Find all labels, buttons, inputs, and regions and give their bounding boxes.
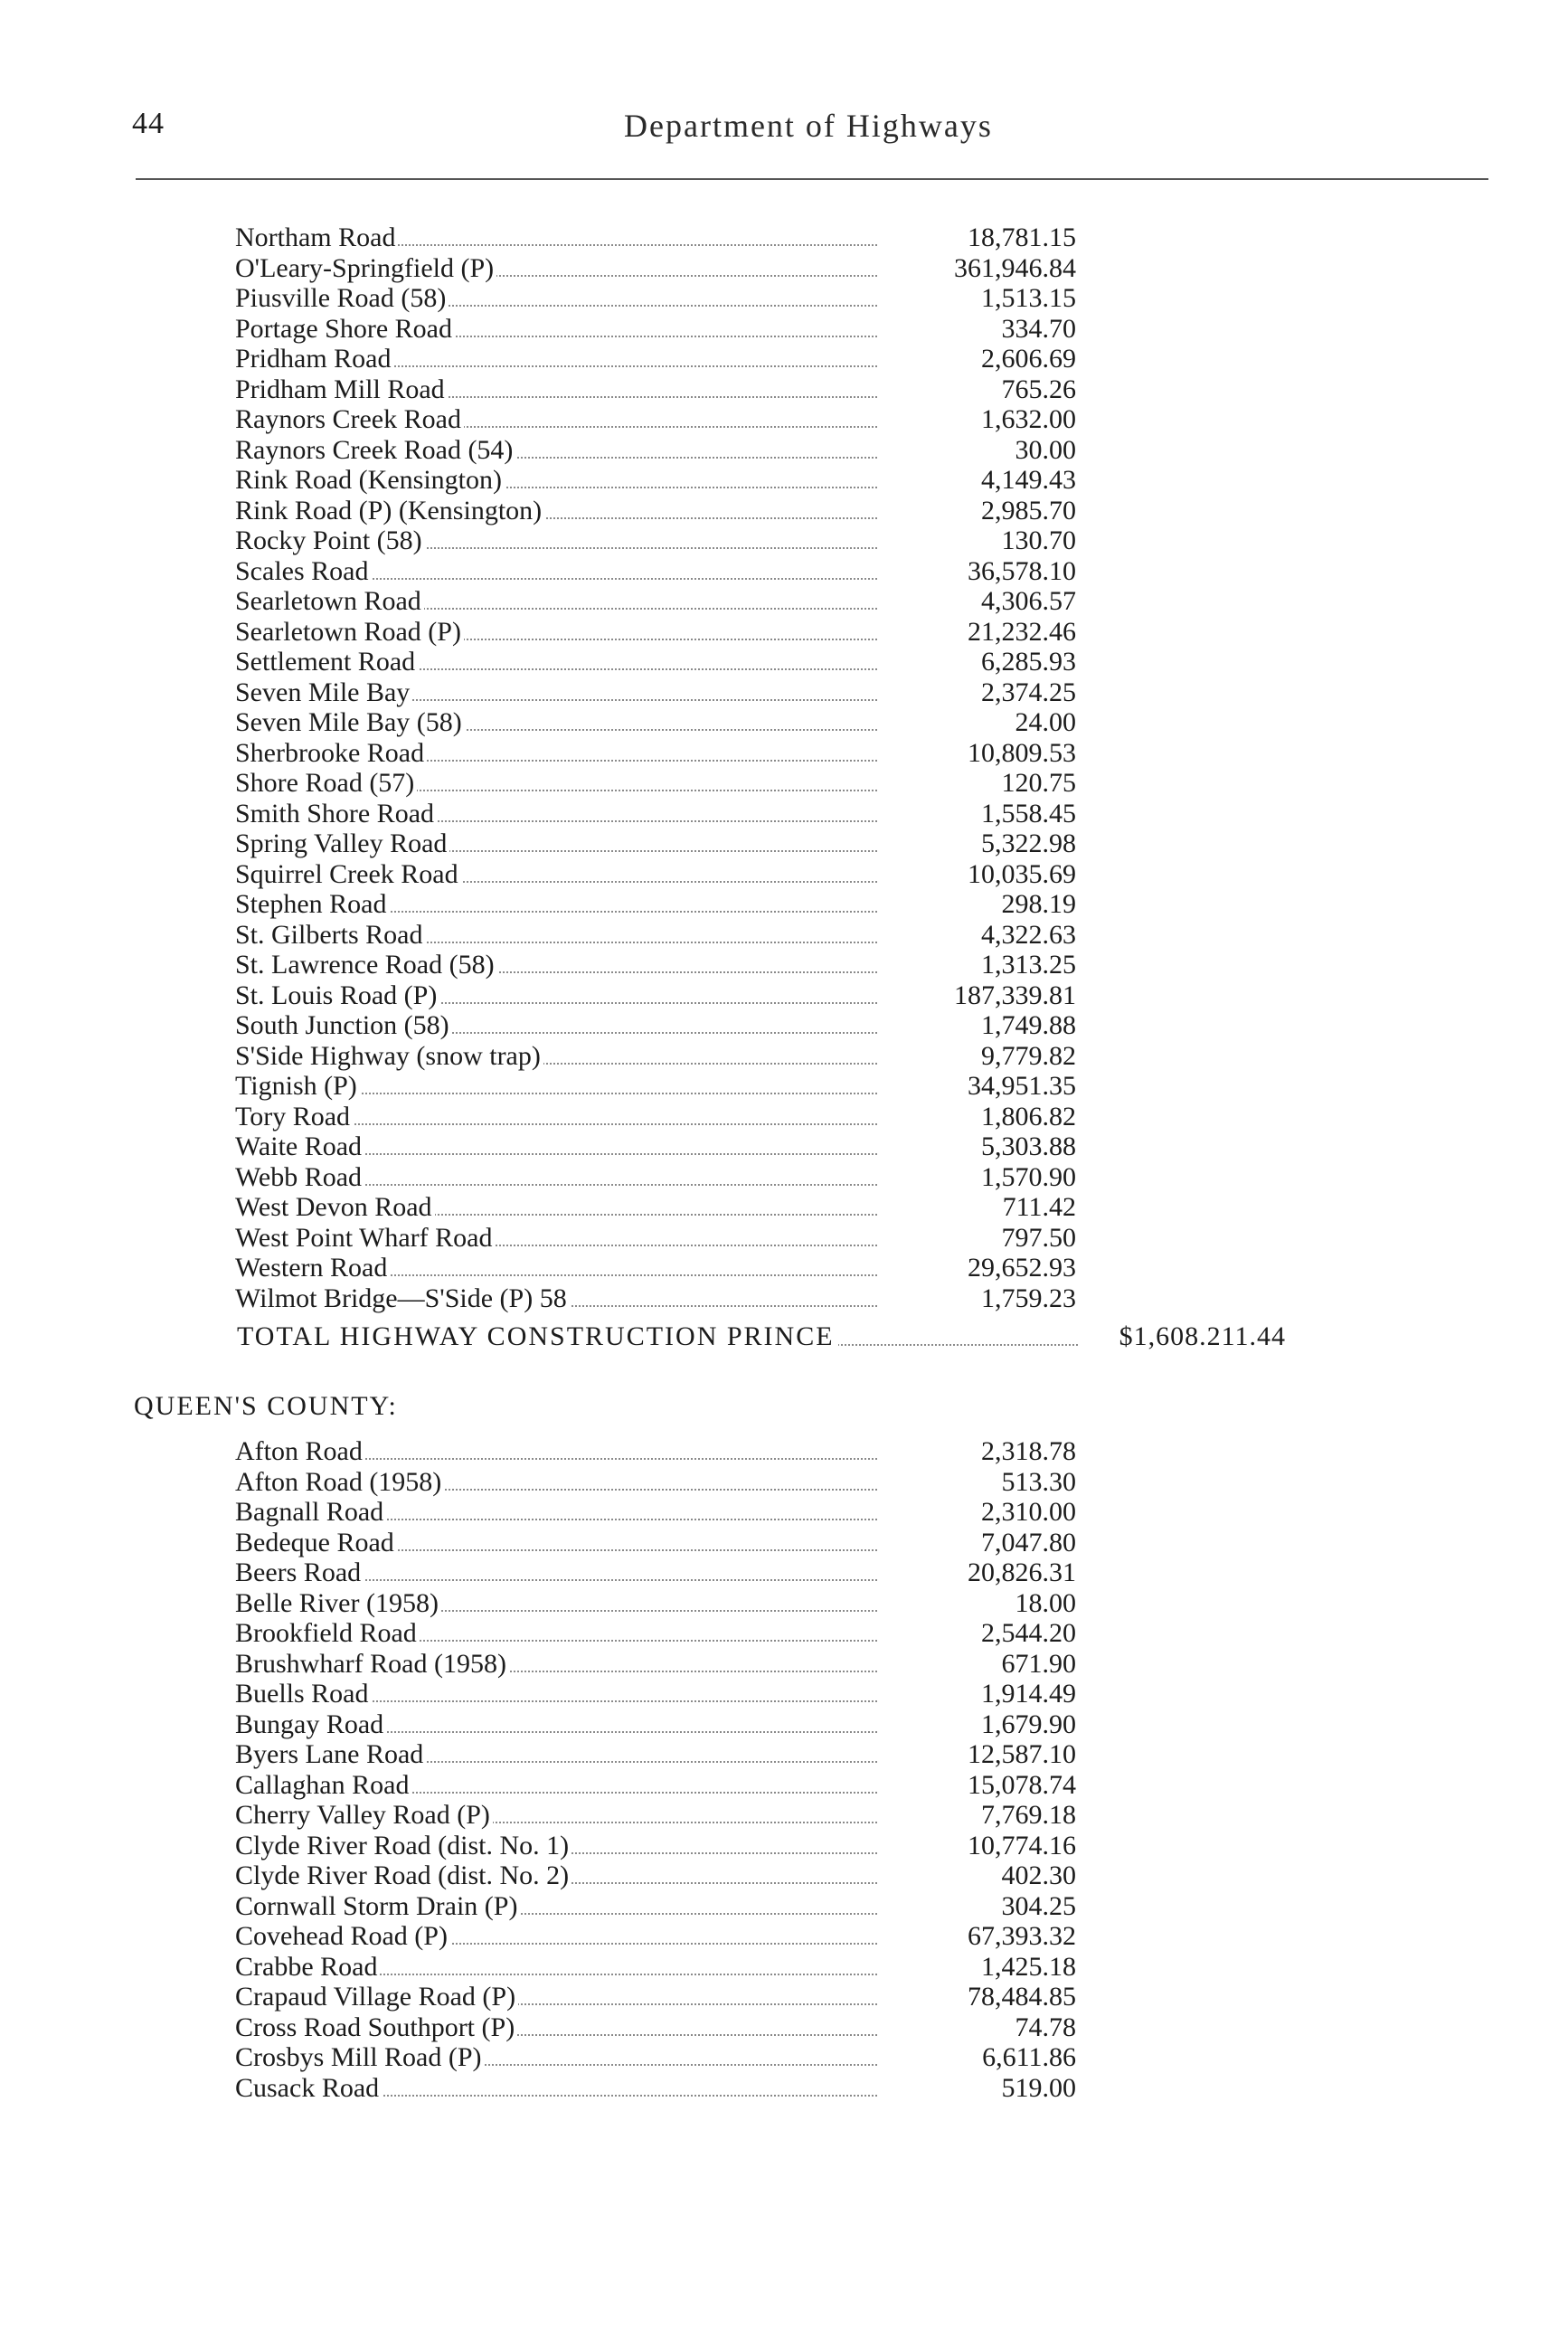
list-item: [235, 1436, 1076, 1466]
road-name: Bagnall Road: [235, 1497, 386, 1527]
road-name: Raynors Creek Road: [235, 404, 464, 434]
road-name: St. Lawrence Road (58): [235, 950, 497, 980]
road-amount: 2,310.00: [981, 1497, 1076, 1527]
list-item: [235, 1982, 1076, 2012]
road-name: Byers Lane Road: [235, 1739, 426, 1769]
road-name: Bedeque Road: [235, 1528, 397, 1557]
road-name: Seven Mile Bay (58): [235, 707, 465, 737]
road-name: Crosbys Mill Road (P): [235, 2042, 485, 2072]
list-item: [235, 1770, 1076, 1800]
road-name: Rocky Point (58): [235, 525, 425, 555]
list-item: [235, 1618, 1076, 1648]
list-item: [235, 1071, 1076, 1101]
road-amount: 29,652.93: [968, 1253, 1076, 1283]
list-item: [235, 1528, 1076, 1557]
road-amount: 671.90: [1001, 1648, 1076, 1679]
total-amount: $1,608.211.44: [1119, 1321, 1286, 1351]
road-amount: 9,779.82: [981, 1040, 1076, 1071]
road-name: Seven Mile Bay: [235, 677, 412, 707]
list-item: [235, 1223, 1076, 1253]
list-item: [235, 1102, 1076, 1131]
road-amount: 304.25: [1001, 1890, 1076, 1921]
list-item: [235, 950, 1076, 980]
page-number: 44: [132, 107, 165, 140]
list-item: [235, 1649, 1076, 1679]
road-name: Cross Road Southport (P): [235, 2012, 517, 2042]
road-amount: 10,774.16: [968, 1830, 1076, 1860]
list-item: [235, 1921, 1076, 1951]
total-label: TOTAL HIGHWAY CONSTRUCTION PRINCE: [237, 1321, 838, 1353]
road-name: Tory Road: [235, 1102, 353, 1131]
road-amount: 1,558.45: [981, 798, 1076, 828]
road-name: Searletown Road (P): [235, 617, 464, 647]
road-amount: 4,322.63: [981, 919, 1076, 950]
list-item: [235, 1253, 1076, 1283]
list-item: [235, 374, 1076, 404]
road-amount: 2,544.20: [981, 1618, 1076, 1648]
road-name: Wilmot Bridge—S'Side (P) 58: [235, 1283, 570, 1313]
road-name: Webb Road: [235, 1162, 364, 1192]
road-amount: 34,951.35: [968, 1071, 1076, 1101]
page-title: Department of Highways: [624, 108, 993, 144]
road-amount: 1,914.49: [981, 1679, 1076, 1709]
road-amount: 402.30: [1001, 1860, 1076, 1890]
list-item: [235, 435, 1076, 465]
road-amount: 6,611.86: [982, 2042, 1076, 2072]
road-name: Scales Road: [235, 556, 371, 586]
road-amount: 1,570.90: [981, 1161, 1076, 1192]
road-name: Callaghan Road: [235, 1770, 411, 1800]
road-amount: 67,393.32: [968, 1921, 1076, 1951]
road-name: Buells Road: [235, 1679, 372, 1709]
road-amount: 120.75: [1001, 768, 1076, 798]
list-item: [235, 738, 1076, 768]
list-item: [235, 1588, 1076, 1618]
list-item: [235, 647, 1076, 677]
road-amount: 5,322.98: [981, 828, 1076, 858]
list-item: [235, 1192, 1076, 1222]
road-amount: 187,339.81: [954, 980, 1076, 1010]
road-amount: 797.50: [1001, 1222, 1076, 1253]
list-item: [235, 707, 1076, 737]
list-item: [235, 1557, 1076, 1587]
list-item: [235, 768, 1076, 798]
road-name: Covehead Road (P): [235, 1921, 450, 1951]
road-name: Afton Road (1958): [235, 1467, 444, 1497]
road-amount: 18,781.15: [968, 222, 1076, 252]
road-amount: 1,749.88: [981, 1010, 1076, 1040]
road-name: Afton Road: [235, 1436, 365, 1466]
road-name: Pridham Mill Road: [235, 374, 448, 404]
road-amount: 334.70: [1001, 313, 1076, 344]
road-name: West Point Wharf Road: [235, 1223, 496, 1253]
road-name: Cusack Road: [235, 2073, 382, 2103]
list-item: [235, 828, 1076, 858]
road-name: Stephen Road: [235, 889, 389, 919]
road-amount: 7,769.18: [981, 1800, 1076, 1830]
list-item: [235, 525, 1076, 555]
list-item: [235, 617, 1076, 647]
list-item: [235, 1010, 1076, 1040]
page-header: [0, 107, 1568, 161]
road-amount: 1,513.15: [981, 283, 1076, 313]
list-item: [235, 799, 1076, 828]
list-item: [235, 404, 1076, 434]
road-name: Pridham Road: [235, 344, 394, 374]
road-amount: 2,985.70: [981, 495, 1076, 525]
list-item: [235, 1739, 1076, 1769]
road-amount: 12,587.10: [968, 1739, 1076, 1769]
road-amount: 513.30: [1001, 1466, 1076, 1497]
list-item: [235, 344, 1076, 374]
county-heading: QUEEN'S COUNTY:: [134, 1391, 398, 1421]
list-item: [235, 1679, 1076, 1709]
road-amount: 2,318.78: [981, 1436, 1076, 1466]
road-name: Northam Road: [235, 222, 398, 252]
road-name: Shore Road (57): [235, 768, 417, 798]
road-name: West Devon Road: [235, 1192, 435, 1222]
road-amount: 519.00: [1001, 2072, 1076, 2103]
road-amount: 2,606.69: [981, 344, 1076, 374]
list-item: [235, 2012, 1076, 2042]
road-amount: 130.70: [1001, 525, 1076, 555]
road-amount: 5,303.88: [981, 1131, 1076, 1161]
road-amount: 21,232.46: [968, 616, 1076, 647]
road-amount: 1,313.25: [981, 950, 1076, 980]
road-amount: 765.26: [1001, 374, 1076, 404]
road-name: Piusville Road (58): [235, 283, 449, 313]
road-name: Crapaud Village Road (P): [235, 1982, 518, 2012]
list-item: [235, 1891, 1076, 1921]
list-item: [235, 1162, 1076, 1192]
road-name: South Junction (58): [235, 1010, 452, 1040]
road-amount: 1,759.23: [981, 1283, 1076, 1313]
road-name: Belle River (1958): [235, 1588, 441, 1618]
list-item: [235, 1952, 1076, 1982]
road-amount: 7,047.80: [981, 1527, 1076, 1557]
list-item: [235, 1497, 1076, 1527]
road-amount: 30.00: [1015, 434, 1076, 465]
road-name: Brushwharf Road (1958): [235, 1649, 509, 1679]
list-item: [235, 859, 1076, 889]
list-item: [235, 1467, 1076, 1497]
road-name: Western Road: [235, 1253, 390, 1283]
road-name: S'Side Highway (snow trap): [235, 1041, 543, 1071]
list-item: [235, 314, 1076, 344]
road-name: Raynors Creek Road (54): [235, 435, 515, 465]
list-item: [235, 253, 1076, 283]
list-item: [235, 980, 1076, 1010]
road-amount: 1,425.18: [981, 1951, 1076, 1982]
road-name: Clyde River Road (dist. No. 1): [235, 1831, 571, 1860]
road-name: Portage Shore Road: [235, 314, 455, 344]
list-item: [235, 1860, 1076, 1890]
road-amount: 15,078.74: [968, 1769, 1076, 1800]
road-name: Rink Road (Kensington): [235, 465, 505, 495]
road-amount: 1,679.90: [981, 1709, 1076, 1739]
list-item: [235, 1131, 1076, 1161]
road-amount: 10,035.69: [968, 858, 1076, 889]
road-amount: 2,374.25: [981, 677, 1076, 707]
road-name: Searletown Road: [235, 586, 424, 616]
road-name: Squirrel Creek Road: [235, 859, 461, 889]
road-amount: 711.42: [1002, 1192, 1076, 1222]
list-item: [235, 920, 1076, 950]
road-amount: 6,285.93: [981, 647, 1076, 677]
list-item: [235, 1800, 1076, 1830]
road-name: Sherbrooke Road: [235, 738, 427, 768]
road-amount: 1,806.82: [981, 1101, 1076, 1131]
road-amount: 78,484.85: [968, 1982, 1076, 2012]
road-name: Waite Road: [235, 1131, 364, 1161]
total-row: [237, 1321, 1286, 1353]
list-item: [235, 1709, 1076, 1739]
road-amount: 1,632.00: [981, 404, 1076, 434]
road-name: Clyde River Road (dist. No. 2): [235, 1860, 571, 1890]
road-amount: 361,946.84: [954, 252, 1076, 283]
list-item: [235, 677, 1076, 707]
road-name: Crabbe Road: [235, 1952, 380, 1982]
road-name: Brookfield Road: [235, 1618, 420, 1648]
list-item: [235, 1041, 1076, 1071]
list-item: [235, 2073, 1076, 2103]
road-name: Smith Shore Road: [235, 799, 437, 828]
road-name: Settlement Road: [235, 647, 418, 677]
road-amount: 20,826.31: [968, 1557, 1076, 1587]
list-item: [235, 283, 1076, 313]
road-amount: 4,149.43: [981, 465, 1076, 495]
road-amount: 36,578.10: [968, 555, 1076, 586]
list-item: [235, 586, 1076, 616]
list-item: [235, 1283, 1076, 1313]
road-amount: 74.78: [1015, 2012, 1076, 2042]
road-name: Rink Road (P) (Kensington): [235, 496, 544, 525]
road-amount: 24.00: [1015, 707, 1076, 737]
road-amount: 10,809.53: [968, 737, 1076, 768]
road-name: St. Gilberts Road: [235, 920, 426, 950]
list-item: [235, 222, 1076, 252]
road-amount: 298.19: [1001, 889, 1076, 919]
road-name: Cherry Valley Road (P): [235, 1800, 493, 1830]
road-name: Cornwall Storm Drain (P): [235, 1891, 520, 1921]
list-item: [235, 496, 1076, 525]
road-name: Tignish (P): [235, 1071, 360, 1101]
road-name: Bungay Road: [235, 1709, 386, 1739]
list-item: [235, 1831, 1076, 1860]
list-item: [235, 556, 1076, 586]
road-name: St. Louis Road (P): [235, 980, 439, 1010]
list-item: [235, 465, 1076, 495]
road-amount: 18.00: [1015, 1587, 1076, 1618]
road-amount: 4,306.57: [981, 586, 1076, 616]
road-name: Spring Valley Road: [235, 828, 449, 858]
list-item: [235, 2042, 1076, 2072]
header-rule: [136, 178, 1488, 180]
list-item: [235, 889, 1076, 919]
road-name: O'Leary-Springfield (P): [235, 253, 496, 283]
road-name: Beers Road: [235, 1557, 364, 1587]
